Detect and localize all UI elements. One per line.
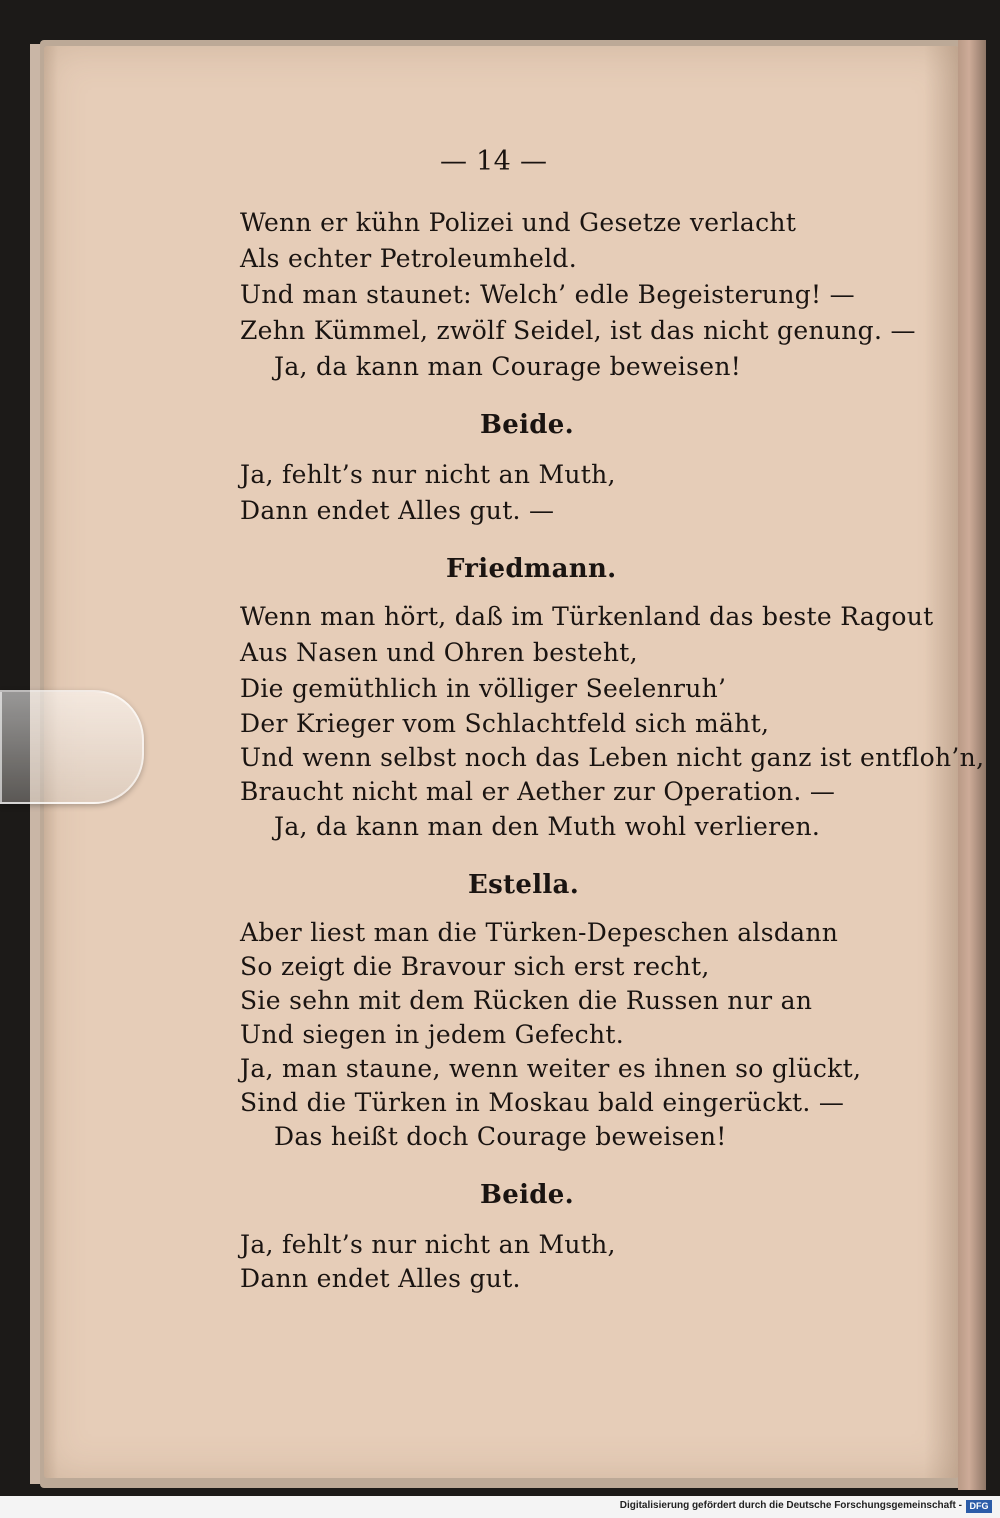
funding-credit: Digitalisierung gefördert durch die Deutsche Forschungsgemeinschaft -	[619, 1500, 962, 1511]
verse-line: Als echter Petroleumheld.	[240, 244, 577, 273]
verse-line: Sind die Türken in Moskau bald eingerückt. —	[240, 1088, 845, 1117]
speaker-heading: Estella.	[468, 870, 580, 900]
verse-line: Aber liest man die Türken-Depeschen alsdann	[240, 918, 839, 947]
verse-line-refrain: Ja, da kann man den Muth wohl verlieren.	[274, 812, 821, 841]
verse-line: Die gemüthlich in völliger Seelenruh’	[240, 674, 727, 703]
verse-line: Und wenn selbst noch das Leben nicht ganz ist entfloh’n,	[240, 743, 985, 772]
verse-line: Ja, fehlt’s nur nicht an Muth,	[240, 460, 616, 489]
speaker-heading: Beide.	[480, 410, 574, 440]
plastic-clip	[0, 690, 144, 804]
verse-line-refrain: Das heißt doch Courage beweisen!	[274, 1122, 727, 1151]
verse-line: Sie sehn mit dem Rücken die Russen nur an	[240, 986, 813, 1015]
verse-line: Braucht nicht mal er Aether zur Operation. —	[240, 777, 836, 806]
verse-line-refrain: Ja, da kann man Courage beweisen!	[274, 352, 742, 381]
verse-line: Aus Nasen und Ohren besteht,	[240, 638, 638, 667]
verse-line: Wenn man hört, daß im Türkenland das beste Ragout	[240, 602, 934, 631]
verse-line: Dann endet Alles gut.	[240, 1264, 521, 1293]
speaker-heading: Beide.	[480, 1180, 574, 1210]
verse-line: So zeigt die Bravour sich erst recht,	[240, 952, 710, 981]
page-number: — 14 —	[440, 146, 548, 177]
verse-line: Und siegen in jedem Gefecht.	[240, 1020, 624, 1049]
verse-line: Wenn er kühn Polizei und Gesetze verlacht	[240, 208, 797, 237]
verse-line: Und man staunet: Welch’ edle Begeisterung! —	[240, 280, 855, 309]
verse-line: Zehn Kümmel, zwölf Seidel, ist das nicht genung. —	[240, 316, 916, 345]
dfg-logo: DFG	[966, 1500, 992, 1513]
verse-line: Ja, fehlt’s nur nicht an Muth,	[240, 1230, 616, 1259]
verse-line: Ja, man staune, wenn weiter es ihnen so glückt,	[240, 1054, 862, 1083]
speaker-heading: Friedmann.	[446, 554, 617, 584]
verse-line: Dann endet Alles gut. —	[240, 496, 555, 525]
verse-line: Der Krieger vom Schlachtfeld sich mäht,	[240, 709, 770, 738]
